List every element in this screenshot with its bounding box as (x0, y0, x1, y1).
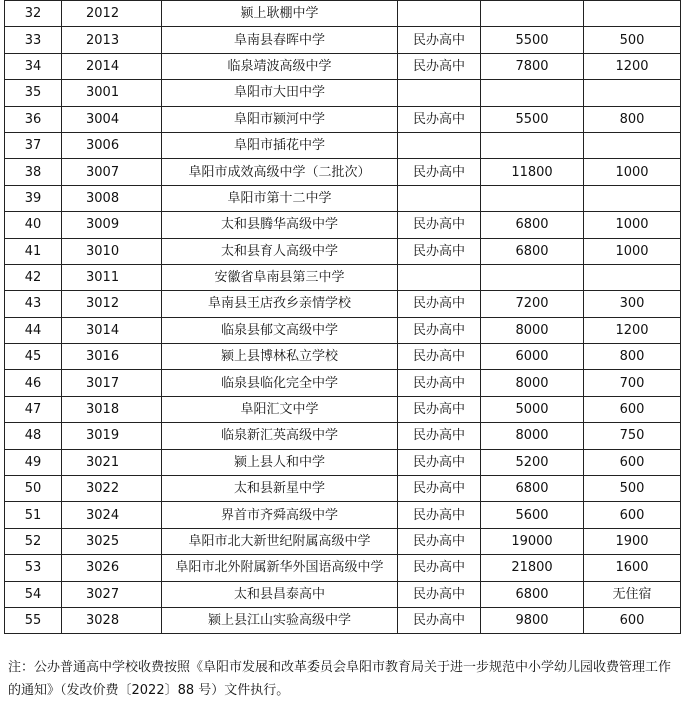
row-number-cell: 55 (5, 607, 62, 633)
table-row (5, 264, 681, 290)
tuition-fee-cell: 8000 (481, 317, 584, 343)
lodging-fee-cell (584, 132, 681, 158)
school-name-cell: 太和县腾华高级中学 (162, 212, 398, 238)
tuition-fee-cell: 19000 (481, 528, 584, 554)
school-code-cell: 3014 (62, 317, 162, 343)
table-row (5, 449, 681, 475)
school-code-cell: 3017 (62, 370, 162, 396)
lodging-fee-cell: 600 (584, 502, 681, 528)
fee-table-body (5, 1, 681, 634)
school-name-cell: 阜阳市北大新世纪附属高级中学 (162, 528, 398, 554)
school-name-cell: 阜阳市北外附属新华外国语高级中学 (162, 555, 398, 581)
school-name-cell: 阜阳汇文中学 (162, 396, 398, 422)
school-code-cell: 3006 (62, 132, 162, 158)
table-row (5, 80, 681, 106)
tuition-fee-cell: 7800 (481, 53, 584, 79)
row-number-cell: 34 (5, 53, 62, 79)
row-number-cell: 43 (5, 291, 62, 317)
school-name-cell: 临泉县郁文高级中学 (162, 317, 398, 343)
school-type-cell: 民办高中 (398, 607, 481, 633)
table-row (5, 106, 681, 132)
school-code-cell: 3008 (62, 185, 162, 211)
school-code-cell: 3019 (62, 423, 162, 449)
table-row (5, 396, 681, 422)
footnote: 注：公办普通高中学校收费按照《阜阳市发展和改革委员会阜阳市教育局关于进一步规范中小学幼儿园收费管理工作的通知》（发改价费〔2022〕88 号）文件执行。 (8, 660, 672, 698)
school-code-cell: 3004 (62, 106, 162, 132)
school-code-cell: 3009 (62, 212, 162, 238)
lodging-fee-cell: 1200 (584, 53, 681, 79)
school-type-cell: 民办高中 (398, 476, 481, 502)
tuition-fee-cell: 5500 (481, 106, 584, 132)
tuition-fee-cell: 5500 (481, 27, 584, 53)
lodging-fee-cell: 800 (584, 106, 681, 132)
school-type-cell (398, 1, 481, 27)
tuition-fee-cell: 6000 (481, 344, 584, 370)
table-row (5, 159, 681, 185)
school-type-cell: 民办高中 (398, 212, 481, 238)
school-type-cell: 民办高中 (398, 53, 481, 79)
row-number-cell: 37 (5, 132, 62, 158)
lodging-fee-cell: 500 (584, 27, 681, 53)
school-code-cell: 2013 (62, 27, 162, 53)
school-code-cell: 3025 (62, 528, 162, 554)
school-code-cell: 3007 (62, 159, 162, 185)
school-name-cell: 阜南县春晖中学 (162, 27, 398, 53)
lodging-fee-cell: 600 (584, 396, 681, 422)
school-code-cell: 3024 (62, 502, 162, 528)
lodging-fee-cell (584, 264, 681, 290)
row-number-cell: 33 (5, 27, 62, 53)
school-name-cell: 安徽省阜南县第三中学 (162, 264, 398, 290)
row-number-cell: 45 (5, 344, 62, 370)
tuition-fee-cell: 21800 (481, 555, 584, 581)
table-row (5, 607, 681, 633)
school-type-cell: 民办高中 (398, 238, 481, 264)
school-code-cell: 2012 (62, 1, 162, 27)
row-number-cell: 32 (5, 1, 62, 27)
lodging-fee-cell: 600 (584, 607, 681, 633)
school-code-cell: 3001 (62, 80, 162, 106)
tuition-fee-cell: 8000 (481, 370, 584, 396)
school-name-cell: 阜阳市成效高级中学（二批次） (162, 159, 398, 185)
lodging-fee-cell: 1000 (584, 212, 681, 238)
school-type-cell (398, 264, 481, 290)
table-row (5, 476, 681, 502)
table-row (5, 502, 681, 528)
row-number-cell: 48 (5, 423, 62, 449)
school-code-cell: 3026 (62, 555, 162, 581)
school-name-cell: 临泉靖波高级中学 (162, 53, 398, 79)
school-code-cell: 3022 (62, 476, 162, 502)
table-row (5, 1, 681, 27)
school-type-cell: 民办高中 (398, 317, 481, 343)
school-name-cell: 阜阳市第十二中学 (162, 185, 398, 211)
school-type-cell: 民办高中 (398, 159, 481, 185)
school-type-cell: 民办高中 (398, 370, 481, 396)
school-type-cell: 民办高中 (398, 581, 481, 607)
table-row (5, 291, 681, 317)
table-row (5, 212, 681, 238)
school-name-cell: 颍上县博林私立学校 (162, 344, 398, 370)
school-name-cell: 颍上县人和中学 (162, 449, 398, 475)
tuition-fee-cell: 8000 (481, 423, 584, 449)
row-number-cell: 42 (5, 264, 62, 290)
school-name-cell: 阜阳市颍河中学 (162, 106, 398, 132)
row-number-cell: 44 (5, 317, 62, 343)
table-row (5, 528, 681, 554)
lodging-fee-cell: 500 (584, 476, 681, 502)
school-code-cell: 2014 (62, 53, 162, 79)
tuition-fee-cell: 9800 (481, 607, 584, 633)
tuition-fee-cell: 5200 (481, 449, 584, 475)
row-number-cell: 50 (5, 476, 62, 502)
school-type-cell: 民办高中 (398, 344, 481, 370)
school-name-cell: 阜阳市插花中学 (162, 132, 398, 158)
school-type-cell (398, 80, 481, 106)
tuition-fee-cell (481, 132, 584, 158)
school-type-cell: 民办高中 (398, 528, 481, 554)
school-type-cell: 民办高中 (398, 423, 481, 449)
lodging-fee-cell: 1000 (584, 238, 681, 264)
lodging-fee-cell: 1000 (584, 159, 681, 185)
row-number-cell: 46 (5, 370, 62, 396)
row-number-cell: 36 (5, 106, 62, 132)
tuition-fee-cell: 6800 (481, 476, 584, 502)
table-row (5, 555, 681, 581)
row-number-cell: 53 (5, 555, 62, 581)
school-code-cell: 3012 (62, 291, 162, 317)
school-type-cell: 民办高中 (398, 106, 481, 132)
tuition-fee-cell (481, 80, 584, 106)
tuition-fee-cell: 6800 (481, 212, 584, 238)
row-number-cell: 38 (5, 159, 62, 185)
lodging-fee-cell: 1200 (584, 317, 681, 343)
school-type-cell: 民办高中 (398, 555, 481, 581)
row-number-cell: 49 (5, 449, 62, 475)
school-name-cell: 阜阳市大田中学 (162, 80, 398, 106)
row-number-cell: 39 (5, 185, 62, 211)
row-number-cell: 54 (5, 581, 62, 607)
row-number-cell: 47 (5, 396, 62, 422)
table-row (5, 317, 681, 343)
table-row (5, 27, 681, 53)
tuition-fee-cell (481, 1, 584, 27)
lodging-fee-cell: 300 (584, 291, 681, 317)
school-code-cell: 3021 (62, 449, 162, 475)
school-name-cell: 太和县育人高级中学 (162, 238, 398, 264)
table-row (5, 581, 681, 607)
school-code-cell: 3010 (62, 238, 162, 264)
tuition-fee-cell: 11800 (481, 159, 584, 185)
school-type-cell: 民办高中 (398, 449, 481, 475)
lodging-fee-cell (584, 185, 681, 211)
table-row (5, 344, 681, 370)
school-name-cell: 阜南县王店孜乡亲情学校 (162, 291, 398, 317)
lodging-fee-cell: 无住宿 (584, 581, 681, 607)
table-row (5, 370, 681, 396)
school-type-cell: 民办高中 (398, 291, 481, 317)
row-number-cell: 35 (5, 80, 62, 106)
tuition-fee-cell (481, 185, 584, 211)
table-row (5, 53, 681, 79)
lodging-fee-cell: 800 (584, 344, 681, 370)
tuition-fee-cell: 6800 (481, 581, 584, 607)
school-type-cell (398, 185, 481, 211)
school-name-cell: 临泉县临化完全中学 (162, 370, 398, 396)
school-code-cell: 3018 (62, 396, 162, 422)
table-row (5, 238, 681, 264)
lodging-fee-cell (584, 80, 681, 106)
lodging-fee-cell: 600 (584, 449, 681, 475)
school-code-cell: 3016 (62, 344, 162, 370)
school-name-cell: 临泉新汇英高级中学 (162, 423, 398, 449)
tuition-fee-cell: 5000 (481, 396, 584, 422)
table-row (5, 132, 681, 158)
school-name-cell: 太和县昌泰高中 (162, 581, 398, 607)
school-type-cell: 民办高中 (398, 27, 481, 53)
tuition-fee-cell: 7200 (481, 291, 584, 317)
school-code-cell: 3028 (62, 607, 162, 633)
table-row (5, 185, 681, 211)
lodging-fee-cell: 1900 (584, 528, 681, 554)
table-row (5, 423, 681, 449)
row-number-cell: 51 (5, 502, 62, 528)
lodging-fee-cell: 750 (584, 423, 681, 449)
row-number-cell: 40 (5, 212, 62, 238)
school-code-cell: 3011 (62, 264, 162, 290)
school-code-cell: 3027 (62, 581, 162, 607)
fee-table (4, 0, 681, 634)
tuition-fee-cell: 6800 (481, 238, 584, 264)
school-name-cell: 颍上县江山实验高级中学 (162, 607, 398, 633)
school-name-cell: 颍上耿棚中学 (162, 1, 398, 27)
lodging-fee-cell: 700 (584, 370, 681, 396)
lodging-fee-cell: 1600 (584, 555, 681, 581)
school-type-cell: 民办高中 (398, 396, 481, 422)
lodging-fee-cell (584, 1, 681, 27)
tuition-fee-cell (481, 264, 584, 290)
tuition-fee-cell: 5600 (481, 502, 584, 528)
school-name-cell: 太和县新星中学 (162, 476, 398, 502)
school-type-cell (398, 132, 481, 158)
school-name-cell: 界首市齐舜高级中学 (162, 502, 398, 528)
row-number-cell: 52 (5, 528, 62, 554)
school-type-cell: 民办高中 (398, 502, 481, 528)
row-number-cell: 41 (5, 238, 62, 264)
